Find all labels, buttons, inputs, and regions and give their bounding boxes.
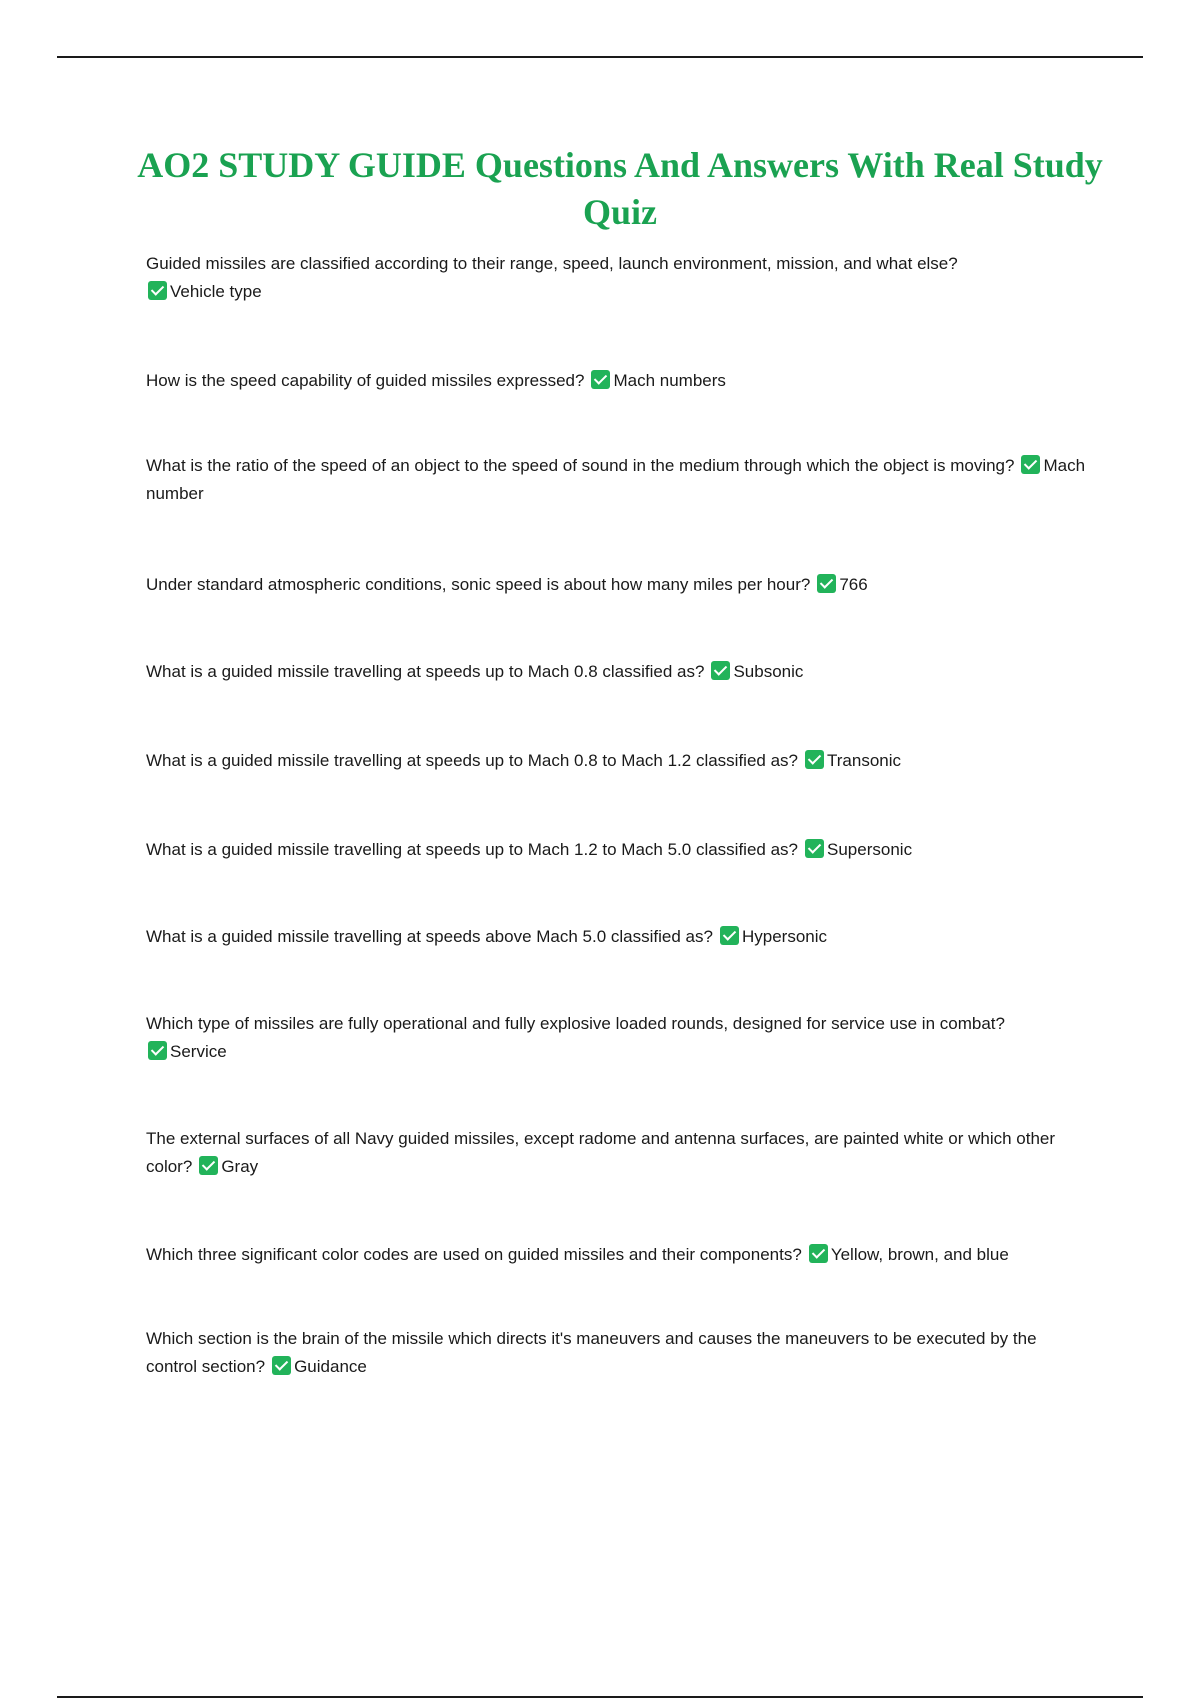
answer-text: Guidance xyxy=(294,1357,367,1376)
question-text: What is a guided missile travelling at speeds above Mach 5.0 classified as? xyxy=(146,927,713,946)
top-rule xyxy=(57,56,1143,58)
check-box-icon xyxy=(148,281,167,300)
qa-item-12 xyxy=(146,1325,1091,1381)
check-box-icon xyxy=(591,370,610,389)
answer-text: Hypersonic xyxy=(741,927,828,946)
bottom-rule xyxy=(57,1696,1143,1698)
check-box-icon xyxy=(805,750,824,769)
answer-text: Vehicle type xyxy=(170,282,262,301)
answer-text: Transonic xyxy=(827,751,902,770)
question-text: Which three significant color codes are used on guided missiles and their components? xyxy=(146,1245,802,1264)
qa-item-9 xyxy=(146,1010,1091,1066)
qa-item-6 xyxy=(146,747,1091,775)
answer-text: Gray xyxy=(221,1157,259,1176)
question-text: Which section is the brain of the missile which directs it's maneuvers and causes the maneuvers to be executed by the control section? xyxy=(146,1329,1037,1376)
check-box-icon xyxy=(805,839,824,858)
question-text: Under standard atmospheric conditions, sonic speed is about how many miles per hour? xyxy=(146,575,811,594)
question-text: What is a guided missile travelling at speeds up to Mach 0.8 classified as? xyxy=(146,662,705,681)
answer-text: Yellow, brown, and blue xyxy=(830,1245,1009,1264)
document-title: AO2 STUDY GUIDE Questions And Answers With Real Study Quiz xyxy=(137,145,1103,232)
check-box-icon xyxy=(720,926,739,945)
check-box-icon xyxy=(817,574,836,593)
question-text: How is the speed capability of guided missiles expressed? xyxy=(146,371,585,390)
qa-item-3 xyxy=(146,452,1091,508)
answer-text: Mach numbers xyxy=(613,371,726,390)
answer-text: Subsonic xyxy=(733,662,804,681)
check-box-icon xyxy=(148,1041,167,1060)
check-box-icon xyxy=(809,1244,828,1263)
answer-text: Service xyxy=(170,1042,227,1061)
question-text: What is a guided missile travelling at speeds up to Mach 0.8 to Mach 1.2 classified as? xyxy=(146,751,799,770)
qa-item-8 xyxy=(146,923,1091,951)
check-box-icon xyxy=(1021,455,1040,474)
qa-item-5 xyxy=(146,658,1091,686)
question-text: What is the ratio of the speed of an object to the speed of sound in the medium through which the object is moving? xyxy=(146,456,1015,475)
qa-item-10 xyxy=(146,1125,1091,1181)
answer-text: 766 xyxy=(839,575,868,594)
qa-item-11 xyxy=(146,1241,1091,1269)
check-box-icon xyxy=(711,661,730,680)
answer-text: Mach number xyxy=(146,456,1086,503)
qa-item-4 xyxy=(146,571,1091,599)
question-text: The external surfaces of all Navy guided missiles, except radome and antenna surfaces, are painted white or which other color? xyxy=(146,1129,1056,1176)
check-box-icon xyxy=(199,1156,218,1175)
question-text: What is a guided missile travelling at speeds up to Mach 1.2 to Mach 5.0 classified as? xyxy=(146,840,799,859)
qa-item-7 xyxy=(146,836,1091,864)
qa-item-1 xyxy=(146,250,1091,306)
question-text: Guided missiles are classified according to their range, speed, launch environment, mission, and what else? xyxy=(146,254,958,273)
check-box-icon xyxy=(272,1356,291,1375)
qa-item-2 xyxy=(146,367,1091,395)
question-text: Which type of missiles are fully operational and fully explosive loaded rounds, designed for service use in combat? xyxy=(146,1014,1005,1033)
answer-text: Supersonic xyxy=(827,840,913,859)
